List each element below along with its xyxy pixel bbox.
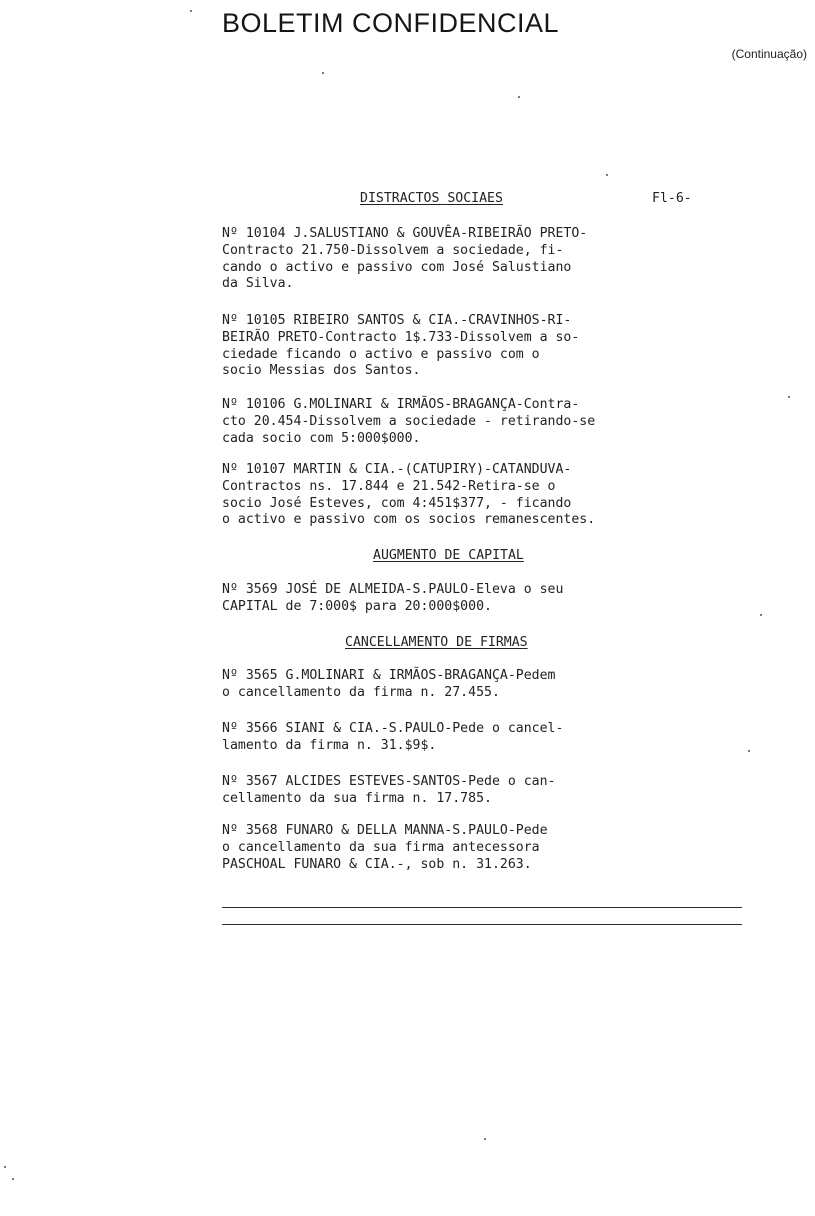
scan-speck	[190, 10, 192, 12]
entry-line: socio Messias dos Santos.	[222, 363, 421, 379]
entry-cancellamento-3565	[222, 668, 742, 702]
sheet-header	[222, 191, 707, 208]
entry-line: cellamento da sua firma n. 17.785.	[222, 790, 492, 806]
entry-line: Contracto 21.750-Dissolvem a sociedade, fi-	[222, 242, 564, 258]
entry-line: ciedade ficando o activo e passivo com o	[222, 346, 540, 362]
entry-line: Nº 3569 JOSÉ DE ALMEIDA-S.PAULO-Eleva o seu	[222, 582, 564, 597]
entry-cancellamento-3566	[222, 721, 742, 755]
scan-speck	[484, 1138, 486, 1140]
entry-line: Nº 10105 RIBEIRO SANTOS & CIA.-CRAVINHOS-RI-	[222, 313, 572, 328]
entry-line: Nº 10106 G.MOLINARI & IRMÃOS-BRAGANÇA-Contra-	[222, 397, 580, 412]
entry-distracto-10105	[222, 313, 742, 380]
entry-line: socio José Esteves, com 4:451$377, - ficando	[222, 495, 572, 511]
scan-speck	[322, 72, 324, 74]
scan-speck	[760, 614, 762, 616]
scan-speck	[788, 396, 790, 398]
scan-speck	[4, 1166, 6, 1168]
entry-line: PASCHOAL FUNARO & CIA.-, sob n. 31.263.	[222, 856, 532, 872]
entry-augmento-3569	[222, 582, 742, 616]
entry-line: Nº 10104 J.SALUSTIANO & GOUVÊA-RIBEIRÃO PRETO-	[222, 226, 588, 241]
entry-line: o activo e passivo com os socios remanescentes.	[222, 512, 596, 528]
section-heading-augmento: AUGMENTO DE CAPITAL	[373, 548, 524, 563]
continuation-label: (Continuação)	[731, 47, 807, 61]
entry-line: lamento da firma n. 31.$9$.	[222, 737, 437, 753]
entry-distracto-10106	[222, 397, 742, 447]
divider-rule	[222, 924, 742, 925]
folio-number: Fl-6-	[652, 191, 692, 206]
entry-line: CAPITAL de 7:000$ para 20:000$000.	[222, 598, 492, 614]
entry-line: Nº 3568 FUNARO & DELLA MANNA-S.PAULO-Pede	[222, 823, 548, 838]
masthead-title: BOLETIM CONFIDENCIAL	[222, 8, 560, 38]
scan-speck	[606, 174, 608, 176]
entry-line: o cancellamento da firma n. 27.455.	[222, 684, 500, 700]
section-heading-distractos: DISTRACTOS SOCIAES	[360, 191, 503, 206]
scan-speck	[12, 1178, 14, 1180]
entry-line: cada socio com 5:000$000.	[222, 430, 421, 446]
divider-rule	[222, 907, 742, 908]
scan-speck	[748, 750, 750, 752]
entry-line: Nº 3566 SIANI & CIA.-S.PAULO-Pede o cancel-	[222, 721, 564, 736]
entry-line: Nº 3565 G.MOLINARI & IRMÃOS-BRAGANÇA-Pedem	[222, 668, 556, 683]
entry-line: o cancellamento da sua firma antecessora	[222, 839, 540, 855]
entry-cancellamento-3568	[222, 823, 742, 873]
entry-line: Nº 10107 MARTIN & CIA.-(CATUPIRY)-CATANDUVA-	[222, 462, 572, 477]
entry-distracto-10107	[222, 462, 742, 529]
section-heading-cancellamento: CANCELLAMENTO DE FIRMAS	[345, 635, 528, 650]
entry-line: cto 20.454-Dissolvem a sociedade - retirando-se	[222, 413, 596, 429]
entry-line: BEIRÃO PRETO-Contracto 1$.733-Dissolvem a so-	[222, 329, 580, 345]
entry-line: da Silva.	[222, 276, 294, 292]
entry-distracto-10104	[222, 226, 742, 293]
entry-line: Nº 3567 ALCIDES ESTEVES-SANTOS-Pede o can-	[222, 774, 556, 789]
entry-line: Contractos ns. 17.844 e 21.542-Retira-se o	[222, 478, 556, 494]
scan-speck	[518, 96, 520, 98]
entry-line: cando o activo e passivo com José Salustiano	[222, 259, 572, 275]
entry-cancellamento-3567	[222, 774, 742, 808]
